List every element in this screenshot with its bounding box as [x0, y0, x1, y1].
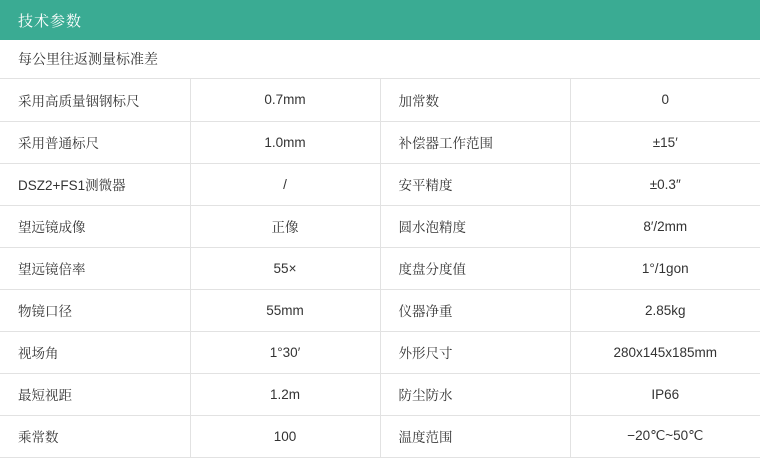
table-row [0, 331, 760, 373]
row-label-2: 加常数 [380, 79, 570, 121]
page-title: 技术参数 [18, 12, 83, 30]
row-label-1: 望远镜成像 [0, 205, 190, 247]
row-label-1: 最短视距 [0, 373, 190, 415]
row-value-1: 1°30′ [190, 331, 380, 373]
spec-table-body [0, 79, 760, 457]
table-row [0, 79, 760, 121]
table-row [0, 163, 760, 205]
row-value-1: 55mm [190, 289, 380, 331]
row-value-1: 55× [190, 247, 380, 289]
table-row [0, 373, 760, 415]
row-label-2: 仪器净重 [380, 289, 570, 331]
row-value-2: 8′/2mm [570, 205, 760, 247]
table-row [0, 121, 760, 163]
spec-header [0, 0, 760, 40]
row-label-2: 度盘分度值 [380, 247, 570, 289]
row-value-2: ±0.3″ [570, 163, 760, 205]
row-value-2: 2.85kg [570, 289, 760, 331]
row-value-2: −20℃~50℃ [570, 415, 760, 457]
row-label-2: 圆水泡精度 [380, 205, 570, 247]
spec-table [0, 79, 760, 458]
table-row [0, 415, 760, 457]
row-value-1: 100 [190, 415, 380, 457]
row-value-2: 280x145x185mm [570, 331, 760, 373]
row-label-1: DSZ2+FS1测微器 [0, 163, 190, 205]
row-value-2: ±15′ [570, 121, 760, 163]
table-row [0, 205, 760, 247]
row-value-1: 正像 [190, 205, 380, 247]
spec-subheader [0, 40, 760, 79]
row-label-2: 温度范围 [380, 415, 570, 457]
row-value-2: IP66 [570, 373, 760, 415]
row-label-1: 望远镜倍率 [0, 247, 190, 289]
row-value-1: 0.7mm [190, 79, 380, 121]
row-value-1: 1.2m [190, 373, 380, 415]
row-value-2: 1°/1gon [570, 247, 760, 289]
row-label-1: 物镜口径 [0, 289, 190, 331]
table-row [0, 247, 760, 289]
row-label-2: 补偿器工作范围 [380, 121, 570, 163]
row-value-1: 1.0mm [190, 121, 380, 163]
table-row [0, 289, 760, 331]
row-label-1: 乘常数 [0, 415, 190, 457]
subheader-text: 每公里往返测量标准差 [18, 51, 158, 67]
row-value-1: / [190, 163, 380, 205]
row-label-1: 视场角 [0, 331, 190, 373]
row-label-1: 采用普通标尺 [0, 121, 190, 163]
row-label-1: 采用高质量铟钢标尺 [0, 79, 190, 121]
row-label-2: 安平精度 [380, 163, 570, 205]
row-label-2: 外形尺寸 [380, 331, 570, 373]
row-label-2: 防尘防水 [380, 373, 570, 415]
row-value-2: 0 [570, 79, 760, 121]
